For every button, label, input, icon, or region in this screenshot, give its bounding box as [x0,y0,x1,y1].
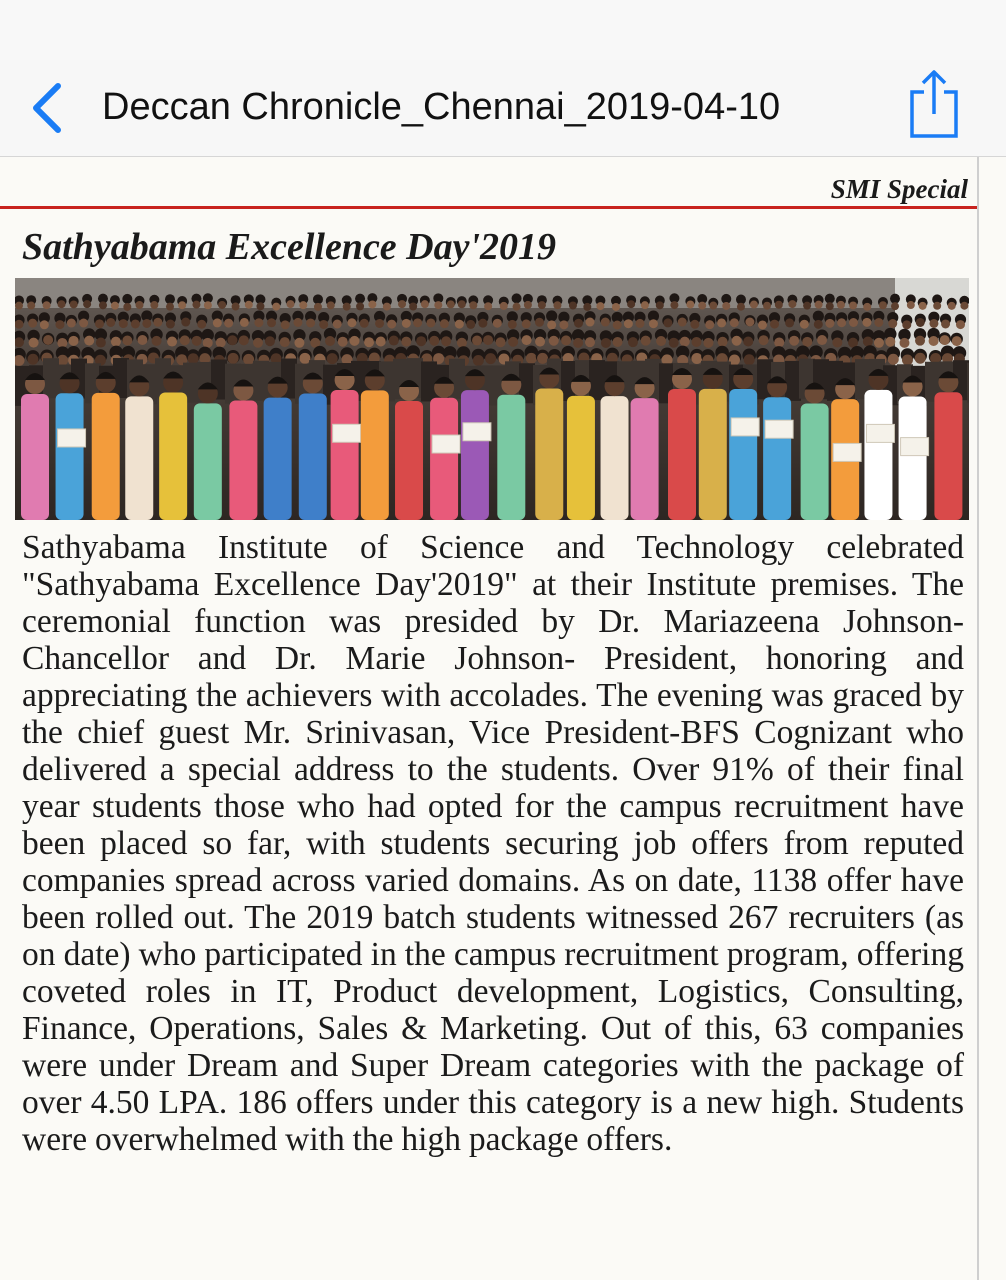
group-photo-image [15,278,969,520]
page-edge [977,157,979,1280]
document-title: Deccan Chronicle_Chennai_2019-04-10 [102,86,781,128]
article-body: Sathyabama Institute of Science and Technology celebrated "Sathyabama Excellence Day'2019" at their Institute premises. The ceremonial function was presided by Dr. Mariazeena Johnson- Chancellor and Dr. Marie Johnson- President, honoring and appreciating the achievers with accolades. The evening was graced by the chief guest Mr. Srinivasan, Vice President-BFS Cognizant who delivered a special address to the students. Over 91% of their final year students those who had opted for the campus recruitment have been placed so far, with students securing job offers from reputed companies spread across varied domains. As on date, 1138 offer have been rolled out. The 2019 batch students witnessed 267 recruiters (as on date) who participated in the campus recruitment program, offering coveted roles in IT, Product development, Logistics, Consulting, Finance, Operations, Sales & Marketing. Out of this, 63 companies were under Dream and Super Dream categories with the package of over 4.50 LPA. 186 offers under this category is a new high. Students were overwhelmed with the high package offers. [22,529,964,1158]
section-tag: SMI Special [830,174,968,204]
share-button[interactable] [904,66,964,142]
status-bar [0,0,1006,60]
article-headline: Sathyabama Excellence Day'2019 [22,226,557,268]
back-button[interactable] [26,78,76,138]
section-rule [0,206,977,209]
group-photo [15,278,969,520]
navigation-bar [0,60,1006,157]
share-icon [904,66,964,142]
newspaper-page [0,157,1006,1280]
chevron-left-icon [26,78,76,138]
